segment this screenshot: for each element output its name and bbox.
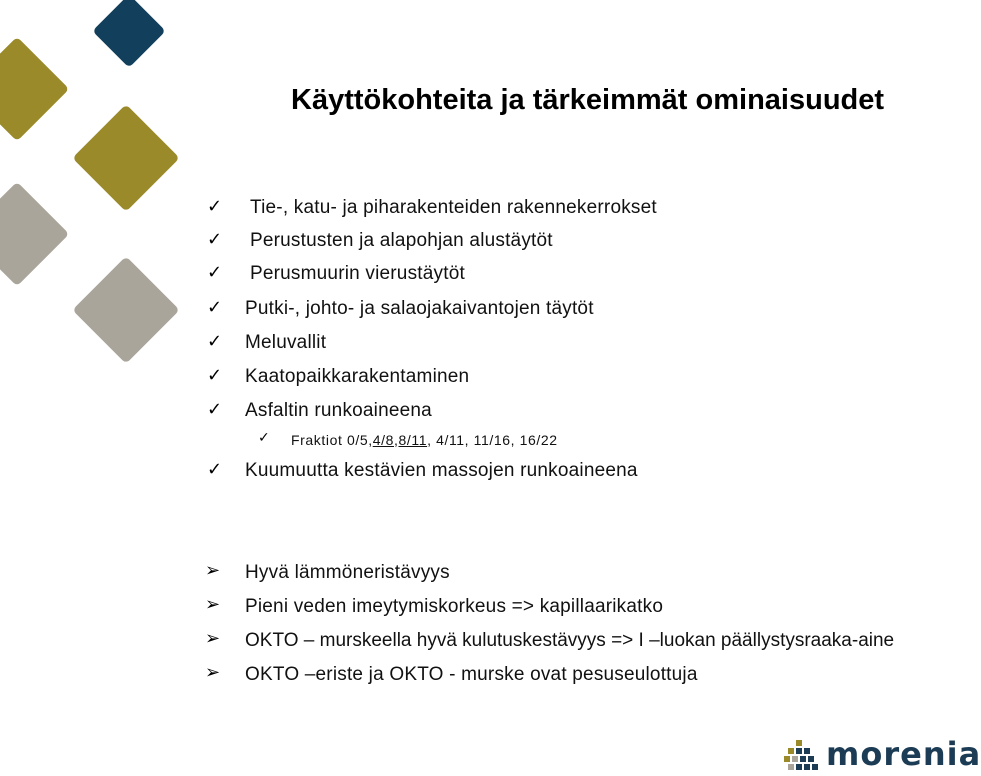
check-icon: ✓	[207, 262, 223, 283]
list-item: Putki-, johto- ja salaojakaivantojen täytöt	[245, 298, 594, 319]
decor-square-gray	[0, 182, 69, 287]
check-icon: ✓	[207, 365, 223, 386]
check-icon: ✓	[207, 331, 223, 352]
logo-text: morenia	[826, 735, 981, 773]
list-item: Tie-, katu- ja piharakenteiden rakennekerrokset	[250, 197, 657, 218]
decor-square-olive	[0, 37, 69, 142]
logo-dots-icon	[784, 740, 820, 770]
list-item: Kuumuutta kestävien massojen runkoaineena	[245, 460, 638, 481]
decor-square-gray	[72, 256, 179, 363]
company-logo	[784, 735, 981, 773]
check-icon: ✓	[207, 196, 223, 217]
arrow-bullet-icon: ➢	[205, 560, 221, 581]
list-item: Perusmuurin vierustäytöt	[250, 263, 465, 284]
decor-square-navy	[92, 0, 166, 68]
list-item: Hyvä lämmöneristävyys	[245, 562, 450, 583]
check-icon: ✓	[207, 459, 223, 480]
sub-list-item: Fraktiot 0/5, 4/8 , 8/11 , 4/11, 11/16, 16/22	[291, 432, 558, 448]
check-icon: ✓	[207, 297, 223, 318]
list-item: Asfaltin runkoaineena	[245, 400, 432, 421]
list-item: Kaatopaikkarakentaminen	[245, 366, 470, 387]
list-item: Meluvallit	[245, 332, 327, 353]
arrow-bullet-icon: ➢	[205, 662, 221, 683]
decor-square-olive	[72, 104, 179, 211]
list-item: Perustusten ja alapohjan alustäytöt	[250, 230, 553, 251]
check-icon: ✓	[207, 229, 223, 250]
check-icon: ✓	[207, 399, 223, 420]
list-item: OKTO – murskeella hyvä kulutuskestävyys => I –luokan päällystysraaka-aine	[245, 630, 895, 651]
check-icon: ✓	[258, 430, 270, 446]
arrow-bullet-icon: ➢	[205, 594, 221, 615]
list-item: Pieni veden imeytymiskorkeus => kapillaarikatko	[245, 596, 664, 617]
page-title: Käyttökohteita ja tärkeimmät ominaisuudet	[291, 84, 885, 116]
arrow-bullet-icon: ➢	[205, 628, 221, 649]
list-item: OKTO –eriste ja OKTO - murske ovat pesuseulottuja	[245, 664, 698, 685]
